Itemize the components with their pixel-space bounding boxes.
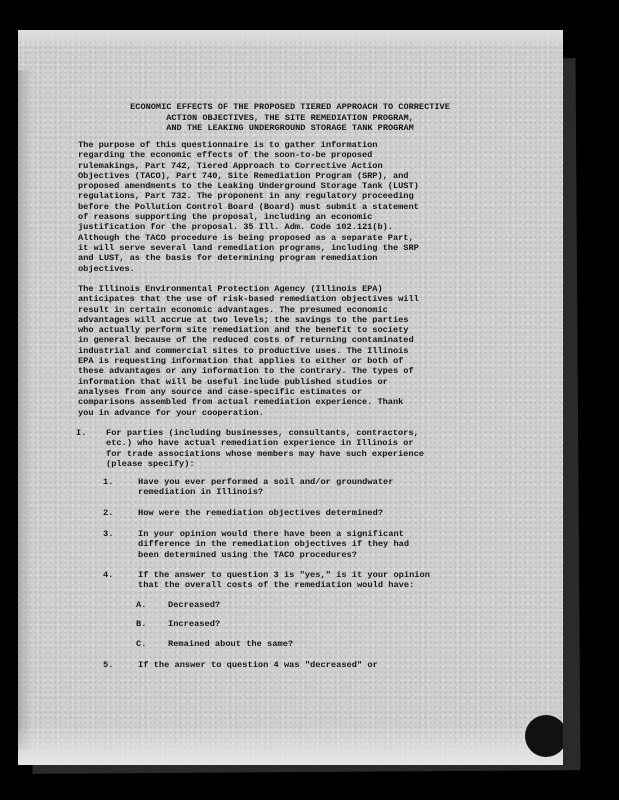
option-letter: B. <box>136 619 147 629</box>
option-text: Remained about the same? <box>168 639 294 649</box>
section-number: I. <box>76 428 87 438</box>
paragraph-line: who actually perform site remediation and the benefit to society <box>78 325 409 336</box>
document-page <box>18 30 563 765</box>
question-number: 5. <box>103 660 114 670</box>
paragraph-line: information that will be useful include published studies or <box>78 376 388 387</box>
question-line: In your opinion would there have been a significant <box>138 529 404 539</box>
paragraph-line: advantages will accrue at two levels; the savings to the parties <box>78 314 409 325</box>
paragraph-line: these advantages or any information to the contrary. The types of <box>78 366 414 377</box>
question-line: How were the remediation objectives determined? <box>138 508 384 518</box>
title-line: ACTION OBJECTIVES, THE SITE REMEDIATION PROGRAM, <box>166 112 414 123</box>
paragraph-line: in general because of the reduced costs of returning contaminated <box>78 335 414 346</box>
paragraph-line: The Illinois Environmental Protection Agency (Illinois EPA) <box>78 284 383 294</box>
intro-paragraph <box>78 140 498 274</box>
paragraph-line: regulations, Part 732. The proponent in any regulatory proceeding <box>78 191 414 202</box>
page-scuff-left <box>18 70 32 750</box>
question-line: If the answer to question 4 was "decreased" or <box>138 660 378 670</box>
question-line: difference in the remediation objectives if they had <box>138 539 410 550</box>
punch-hole <box>525 715 563 757</box>
paragraph-line: analyses from any source and case-specific estimates or <box>78 386 362 397</box>
question-number: 3. <box>103 529 114 539</box>
question-text <box>138 660 378 670</box>
paragraph-line: Although the TACO procedure is being proposed as a separate Part, <box>78 232 414 243</box>
paragraph-line: and LUST, as the basis for determining program remediation <box>78 253 378 264</box>
page-bottom-band <box>18 725 563 765</box>
question-line: been determined using the TACO procedures? <box>138 549 357 560</box>
paragraph-line: rulemakings, Part 742, Tiered Approach to Corrective Action <box>78 160 383 171</box>
paragraph-line: anticipates that the use of risk-based remediation objectives will <box>78 294 419 305</box>
question-text <box>138 477 393 498</box>
paragraph-line: objectives. <box>78 263 135 274</box>
paragraph-line: before the Pollution Control Board (Board) must submit a statement <box>78 201 419 212</box>
paragraph-line: proposed amendments to the Leaking Underground Storage Tank (LUST) <box>78 181 419 192</box>
paragraph-line: of reasons supporting the proposal, including an economic <box>78 212 373 223</box>
paragraph-line: regarding the economic effects of the soon-to-be proposed <box>78 150 373 161</box>
question-line: that the overall costs of the remediation would have: <box>138 580 415 591</box>
question-number: 1. <box>103 477 114 487</box>
question-line: Have you ever performed a soil and/or groundwater <box>138 477 394 487</box>
section-heading <box>106 428 424 469</box>
option-text: Increased? <box>168 619 221 629</box>
paragraph-line: Objectives (TACO), Part 740, Site Remediation Program (SRP), and <box>78 170 409 181</box>
paragraph-line: you in advance for your cooperation. <box>78 407 264 418</box>
question-number: 2. <box>103 508 114 518</box>
epa-paragraph <box>78 284 498 418</box>
section-line: for trade associations whose members may have such experience <box>106 448 425 459</box>
section-line: etc.) who have actual remediation experience in Illinois or <box>106 438 414 449</box>
document-title <box>90 102 490 134</box>
option-letter: A. <box>136 600 147 610</box>
paragraph-line: The purpose of this questionnaire is to gather information <box>78 140 378 150</box>
title-line: AND THE LEAKING UNDERGROUND STORAGE TANK PROGRAM <box>166 123 414 133</box>
paragraph-line: industrial and commercial sites to productive uses. The Illinois <box>78 345 409 356</box>
title-line: ECONOMIC EFFECTS OF THE PROPOSED TIERED APPROACH TO CORRECTIVE <box>130 102 450 112</box>
question-text <box>138 508 383 518</box>
section-line: For parties (including businesses, consultants, contractors, <box>106 428 419 438</box>
option-text: Decreased? <box>168 600 221 610</box>
question-line: If the answer to question 3 is "yes," is it your opinion <box>138 570 430 580</box>
paragraph-line: EPA is requesting information that applies to either or both of <box>78 356 404 367</box>
paragraph-line: comparisons assembled from actual remediation experience. Thank <box>78 397 404 408</box>
page-scuff-top <box>18 30 563 48</box>
question-line: remediation in Illinois? <box>138 487 264 498</box>
paragraph-line: justification for the proposal. 35 Ill. Adm. Code 102.121(b). <box>78 222 393 233</box>
question-text <box>138 529 409 560</box>
option-letter: C. <box>136 639 147 649</box>
paragraph-line: result in certain economic advantages. The presumed economic <box>78 304 388 315</box>
question-number: 4. <box>103 570 114 580</box>
question-text <box>138 570 430 591</box>
paragraph-line: it will serve several land remediation programs, including the SRP <box>78 242 419 253</box>
section-line: (please specify): <box>106 458 195 469</box>
